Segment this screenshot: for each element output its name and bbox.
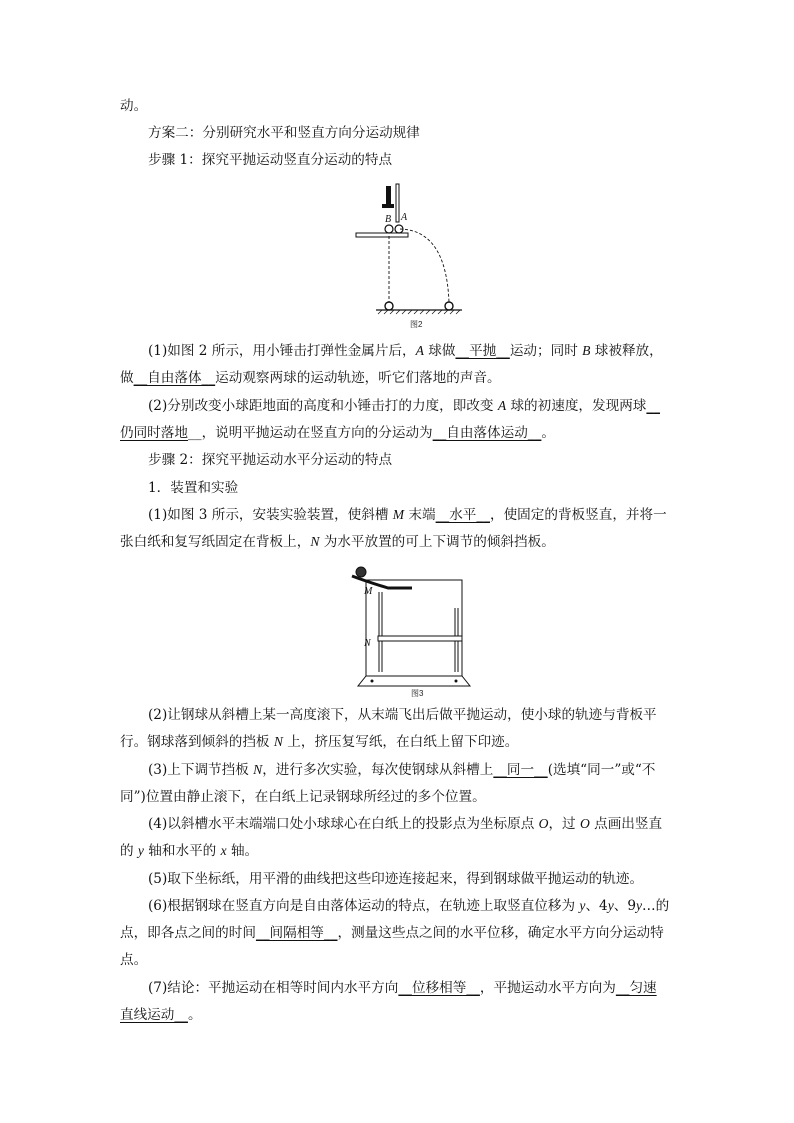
text-line [148, 706, 680, 724]
var: y [579, 898, 586, 913]
text-line [120, 97, 680, 115]
hammer-handle [386, 186, 391, 206]
text: 球做 [423, 343, 456, 359]
var: N [273, 734, 283, 749]
ball-b-landed [385, 302, 393, 310]
text-line [148, 342, 680, 360]
text-line [148, 897, 680, 915]
text: 运动观察两球的运动轨迹，听它们落地的声音。 [215, 370, 501, 386]
var: N [310, 534, 320, 549]
answer: __平抛__ [455, 343, 510, 359]
var: y [607, 898, 614, 913]
text: 做 [120, 370, 134, 386]
text: 、9 [613, 898, 636, 914]
answer: __间隔相等__ [255, 925, 338, 941]
text: 同”)位置由静止滚下，在白纸上记录钢球所经过的多个位置。 [120, 789, 486, 805]
text: 点，即各点之间的时间 [120, 925, 256, 941]
text: 的 [120, 843, 138, 859]
text: 球被释放， [590, 343, 663, 359]
text: 方案二：分别研究水平和竖直方向分运动规律 [148, 125, 420, 141]
answer: __位移相等__ [398, 980, 480, 996]
text-line [120, 1006, 680, 1024]
label-b: B [385, 214, 392, 225]
text: 。 [187, 1007, 202, 1023]
section-heading [148, 124, 680, 142]
text-line [120, 788, 680, 806]
answer: 直线运动__ [120, 1007, 188, 1023]
text: 运动；同时 [509, 343, 583, 359]
text: ，平抛运动水平方向为 [479, 980, 616, 996]
var: N [253, 762, 263, 777]
text: 点画出竖直 [589, 816, 663, 832]
var: B [582, 343, 591, 358]
text: 步骤 2：探究平抛运动水平分运动的特点 [148, 452, 393, 468]
step-heading [148, 151, 680, 169]
figure-caption: 图2 [410, 320, 423, 329]
text: (选填“同一”或“不 [547, 762, 656, 778]
text: ，测量这些点之间的水平位移，确定水平方向分运动特 [337, 925, 664, 941]
var: y [137, 843, 144, 858]
text: 。 [541, 425, 555, 441]
var: O [538, 816, 549, 831]
text-line [148, 815, 680, 833]
screw [455, 680, 458, 683]
figure-caption: 图3 [411, 689, 424, 698]
text-line [148, 761, 680, 779]
text: (4)以斜槽水平末端端口处小球球心在白纸上的投影点为坐标原点 [148, 816, 539, 832]
ground-hatch [378, 310, 460, 314]
text-line [120, 369, 680, 387]
steel-ball [356, 567, 366, 577]
platform [356, 233, 408, 237]
text-line [120, 733, 680, 751]
label-a: A [401, 212, 408, 223]
parabolic-path [400, 229, 449, 302]
text-line [120, 924, 680, 942]
label-m: M [364, 586, 373, 597]
var: x [220, 843, 227, 858]
text: 张白纸和复写纸固定在背板上， [120, 534, 311, 550]
text: ，过 [548, 816, 580, 832]
step-heading [148, 451, 680, 469]
var: O [579, 816, 590, 831]
text: 1．装置和实验 [148, 480, 239, 496]
text-line [148, 870, 680, 888]
text-line [148, 397, 680, 415]
text: 行。钢球落到倾斜的挡板 [120, 734, 274, 750]
text: 、4 [585, 898, 608, 914]
ball-b [385, 225, 393, 233]
text-line [120, 533, 680, 551]
var: M [392, 507, 405, 522]
text: (7)结论：平抛运动在相等时间内水平方向 [148, 980, 399, 996]
var: A [415, 343, 424, 358]
back-board [366, 580, 462, 676]
text: 球的初速度，发现两球 [506, 398, 647, 414]
text: …的 [642, 898, 670, 914]
answer: __ [646, 398, 660, 414]
text: (1)如图 3 所示，安装实验装置，使斜槽 [148, 507, 393, 523]
ball-a-landed [445, 302, 453, 310]
text-line [120, 842, 680, 860]
text: ，使固定的背板竖直，并将一 [490, 507, 667, 523]
text: ，进行多次实验，每次使钢球从斜槽上 [262, 762, 494, 778]
text-line [148, 506, 680, 524]
text-line [148, 979, 680, 997]
text: (6)根据钢球在竖直方向是自由落体运动的特点，在轨迹上取竖直位移为 [148, 898, 580, 914]
var: y [635, 898, 643, 913]
text: 步骤 1：探究平抛运动竖直分运动的特点 [148, 152, 393, 168]
text: 轴。 [226, 843, 259, 859]
text: 动。 [120, 98, 148, 114]
text: (2)分别改变小球距地面的高度和小锤击打的力度，即改变 [148, 398, 498, 414]
answer: __匀速 [615, 980, 657, 996]
hammer-head [382, 204, 394, 208]
answer: __同一__ [493, 762, 548, 778]
subheading [148, 479, 680, 497]
text: (1)如图 2 所示，用小锤击打弹性金属片后， [148, 343, 416, 359]
text: 末端 [404, 507, 436, 523]
text-line [120, 424, 680, 442]
label-n: N [364, 638, 371, 649]
screw [371, 680, 374, 683]
text: 轴和水平的 [143, 843, 221, 859]
text: __，说明平抛运动在竖直方向的分运动为 [187, 425, 433, 441]
base [358, 676, 470, 686]
answer: __水平__ [435, 507, 490, 523]
answer: __自由落体运动__ [432, 425, 542, 441]
text-line [120, 951, 680, 969]
text: 上，挤压复写纸，在白纸上留下印迹。 [282, 734, 519, 750]
var: A [497, 398, 507, 413]
text: (5)取下坐标纸，用平滑的曲线把这些印迹连接起来，得到钢球做平抛运动的轨迹。 [148, 871, 644, 887]
text: (3)上下调节挡板 [148, 762, 254, 778]
figure-2 [350, 178, 480, 332]
text: (2)让钢球从斜槽上某一高度滚下，从末端飞出后做平抛运动，使小球的轨迹与背板平 [148, 707, 657, 723]
figure-3 [338, 560, 478, 700]
text: 点。 [120, 952, 148, 968]
answer: __自由落体__ [133, 370, 216, 386]
metal-strip [396, 184, 399, 222]
baffle-n [378, 636, 462, 641]
answer: 仍同时落地 [120, 425, 188, 441]
text: 为水平放置的可上下调节的倾斜挡板。 [319, 534, 555, 550]
